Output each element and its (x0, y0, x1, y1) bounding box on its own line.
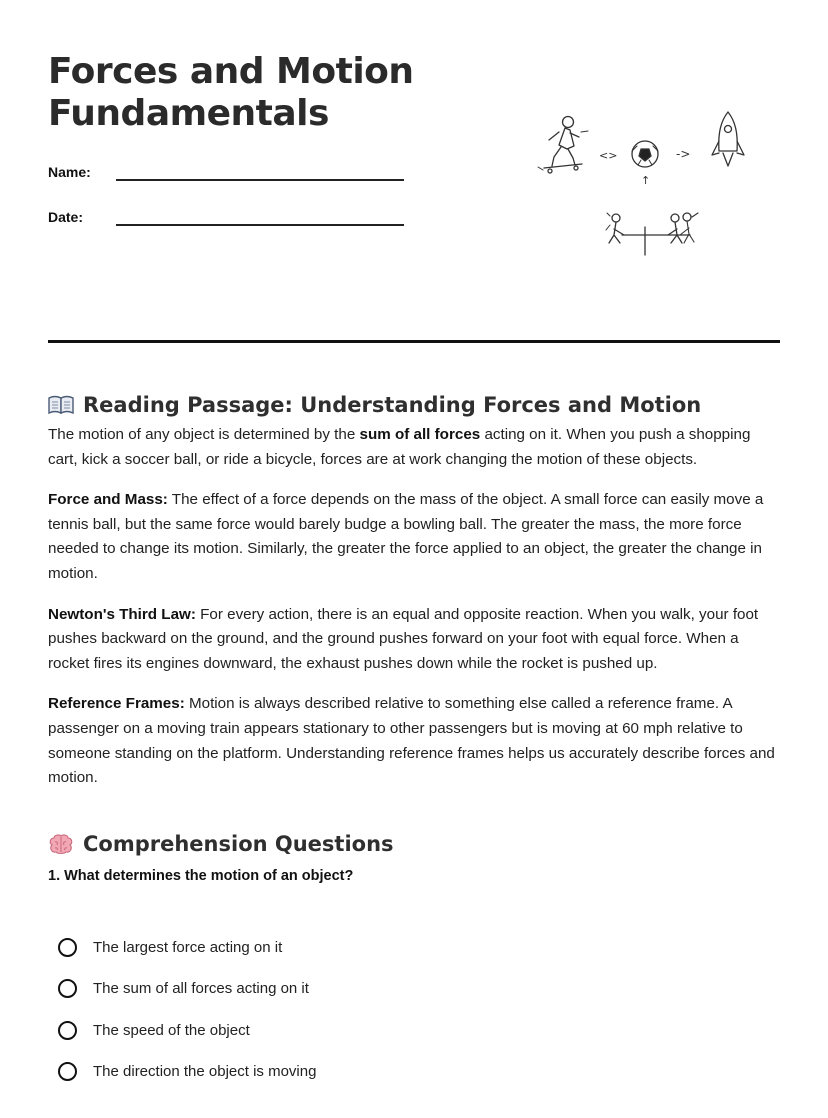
question-1-options (58, 927, 316, 1092)
questions-heading-text: Comprehension Questions (83, 832, 394, 857)
radio-button[interactable] (58, 1062, 77, 1081)
up-arrow-icon: ↑ (641, 174, 651, 187)
passage-text: The effect of a force depends on the mass of the object. A small force can easily move a tennis ball, but the same force would barely budge a bowling ball. The greater the mass, the more force needed to change its motion. Similarly, the greater the force applied to an object, the greater the change in motion. (48, 491, 764, 582)
passage-paragraph-2 (48, 488, 782, 586)
date-label: Date: (48, 209, 84, 225)
soccer-ball-icon (632, 141, 658, 167)
answer-option-b[interactable] (58, 968, 316, 1009)
date-field[interactable] (48, 209, 83, 225)
worksheet-header (48, 51, 780, 311)
passage-text: Motion is always described relative to something else called a reference frame. A passenger on a moving train appears stationary to other passengers but is moving at 60 mph relative to someone standing on the platform. Understanding reference frames helps us accurately describe forces and motion. (48, 695, 775, 787)
section-divider (48, 340, 780, 343)
double-arrow-icon: <> (599, 149, 618, 162)
answer-label: The speed of the object (93, 1021, 250, 1039)
paragraph-label: Newton's Third Law: (48, 605, 196, 623)
answer-option-c[interactable] (58, 1010, 316, 1051)
name-line[interactable] (116, 179, 404, 181)
radio-button[interactable] (58, 938, 77, 957)
paragraph-label: Reference Frames: (48, 695, 185, 713)
passage-paragraph-1 (48, 423, 782, 472)
right-arrow-icon: -> (676, 147, 691, 161)
passage-text: For every action, there is an equal and opposite reaction. When you walk, your foot pushes backward on the ground, and the ground pushes forward on your foot with equal force. When a rocket fires its engines downward, the exhaust pushes down while the rocket is pushed up. (48, 605, 759, 672)
rocket-icon (712, 112, 744, 166)
reading-heading-text: Reading Passage: Understanding Forces and Motion (83, 393, 702, 418)
title-line-1: Forces and Motion (48, 51, 414, 92)
reading-passage (48, 423, 782, 807)
radio-button[interactable] (58, 979, 77, 998)
forces-illustration (534, 109, 754, 269)
title-line-2: Fundamentals (48, 93, 329, 134)
passage-paragraph-3 (48, 603, 782, 677)
reading-heading (48, 393, 701, 417)
tug-of-war-icon (606, 213, 698, 255)
worksheet-page (48, 48, 780, 1081)
paragraph-label: Force and Mass: (48, 491, 168, 509)
passage-emphasis: sum of all forces (359, 426, 481, 443)
passage-text: acting on it. When you push a shopping cart, kick a soccer ball, or ride a bicycle, forces are at work changing the motion of these objects. (48, 426, 751, 468)
name-field[interactable] (48, 164, 91, 180)
passage-paragraph-4 (48, 692, 782, 790)
answer-label: The direction the object is moving (93, 1063, 317, 1081)
radio-button[interactable] (58, 1021, 77, 1040)
answer-option-d[interactable] (58, 1051, 316, 1092)
answer-label: The sum of all forces acting on it (93, 980, 309, 998)
open-book-icon (48, 394, 74, 416)
questions-heading (48, 832, 394, 856)
name-label: Name: (48, 164, 91, 180)
answer-option-a[interactable] (58, 927, 316, 968)
question-1: 1. What determines the motion of an object? (48, 868, 354, 884)
skateboarder-icon (538, 117, 588, 174)
brain-icon (48, 833, 74, 855)
date-line[interactable] (116, 224, 404, 226)
passage-text: The motion of any object is determined by the (48, 426, 360, 443)
answer-label: The largest force acting on it (93, 939, 283, 957)
